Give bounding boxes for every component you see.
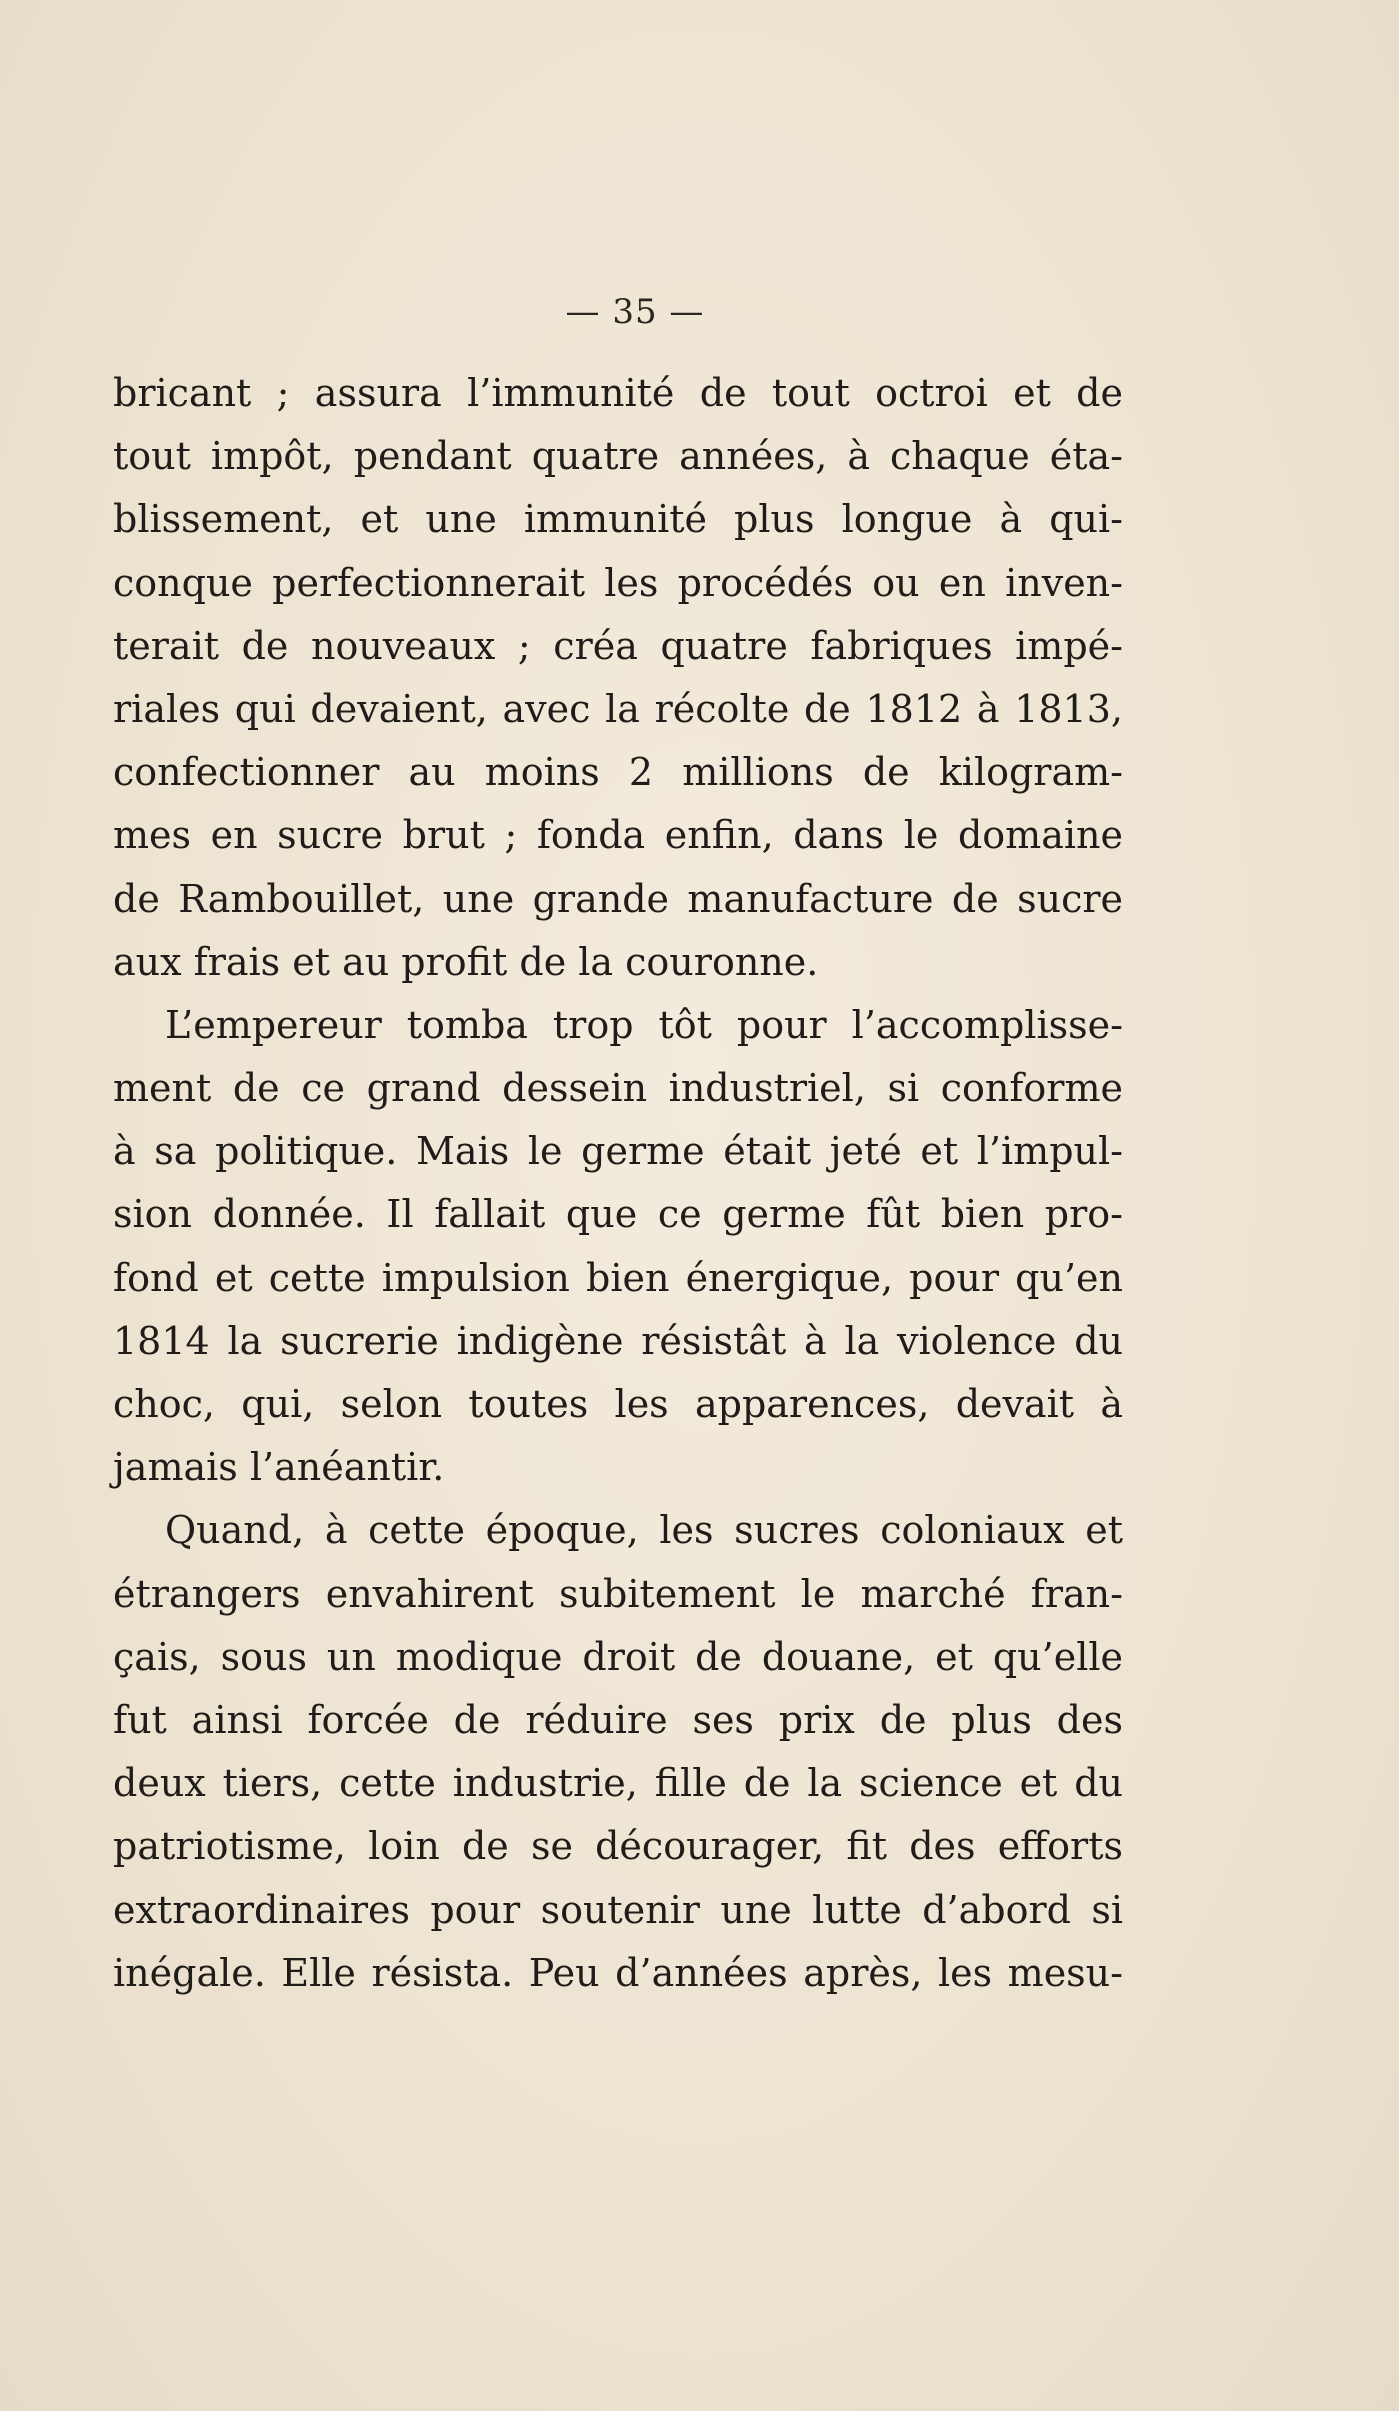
text-line: inégale. Elle résista. Peu d’années après, les mesu- — [113, 1950, 1123, 1995]
text-line: aux frais et au profit de la couronne. — [113, 939, 819, 984]
text-line: blissement, et une immunité plus longue à qui- — [113, 497, 1123, 542]
text-line: Quand, à cette époque, les sucres coloniaux et — [165, 1508, 1123, 1553]
paragraph-3 — [113, 1499, 1123, 2005]
text-line: tout impôt, pendant quatre années, à chaque éta- — [113, 434, 1123, 479]
text-line: riales qui devaient, avec la récolte de 1812 à 1813, — [113, 686, 1123, 731]
text-line: confectionner au moins 2 millions de kilogram- — [113, 750, 1123, 795]
text-line: 1814 la sucrerie indigène résistât à la violence du — [113, 1318, 1123, 1363]
paragraph-1 — [113, 362, 1123, 994]
text-line: deux tiers, cette industrie, fille de la science et du — [113, 1761, 1123, 1806]
text-line: çais, sous un modique droit de douane, et qu’elle — [113, 1634, 1123, 1679]
page-number: — 35 — — [565, 292, 705, 332]
text-line: sion donnée. Il fallait que ce germe fût bien pro- — [113, 1192, 1123, 1237]
text-line: conque perfectionnerait les procédés ou en inven- — [113, 560, 1123, 605]
text-line: choc, qui, selon toutes les apparences, devait à — [113, 1382, 1123, 1426]
text-line: extraordinaires pour soutenir une lutte d’abord si — [113, 1887, 1123, 1932]
body-text — [113, 362, 1123, 2005]
text-line: terait de nouveaux ; créa quatre fabriques impé- — [113, 623, 1123, 668]
text-line: de Rambouillet, une grande manufacture de sucre — [113, 876, 1123, 921]
paragraph-2 — [113, 994, 1123, 1500]
text-line: jamais l’anéantir. — [113, 1445, 445, 1490]
text-line: fut ainsi forcée de réduire ses prix de plus des — [113, 1697, 1123, 1742]
text-line: à sa politique. Mais le germe était jeté et l’impul- — [113, 1129, 1123, 1174]
text-line: bricant ; assura l’immunité de tout octroi et de — [113, 371, 1123, 415]
text-line: ment de ce grand dessein industriel, si conforme — [113, 1066, 1123, 1111]
text-line: mes en sucre brut ; fonda enfin, dans le domaine — [113, 813, 1123, 858]
text-line: L’empereur tomba trop tôt pour l’accomplisse- — [165, 1002, 1123, 1047]
text-line: fond et cette impulsion bien énergique, pour qu’en — [113, 1255, 1123, 1300]
text-line: étrangers envahirent subitement le marché fran- — [113, 1571, 1123, 1616]
text-line: patriotisme, loin de se décourager, fit des efforts — [113, 1824, 1123, 1869]
